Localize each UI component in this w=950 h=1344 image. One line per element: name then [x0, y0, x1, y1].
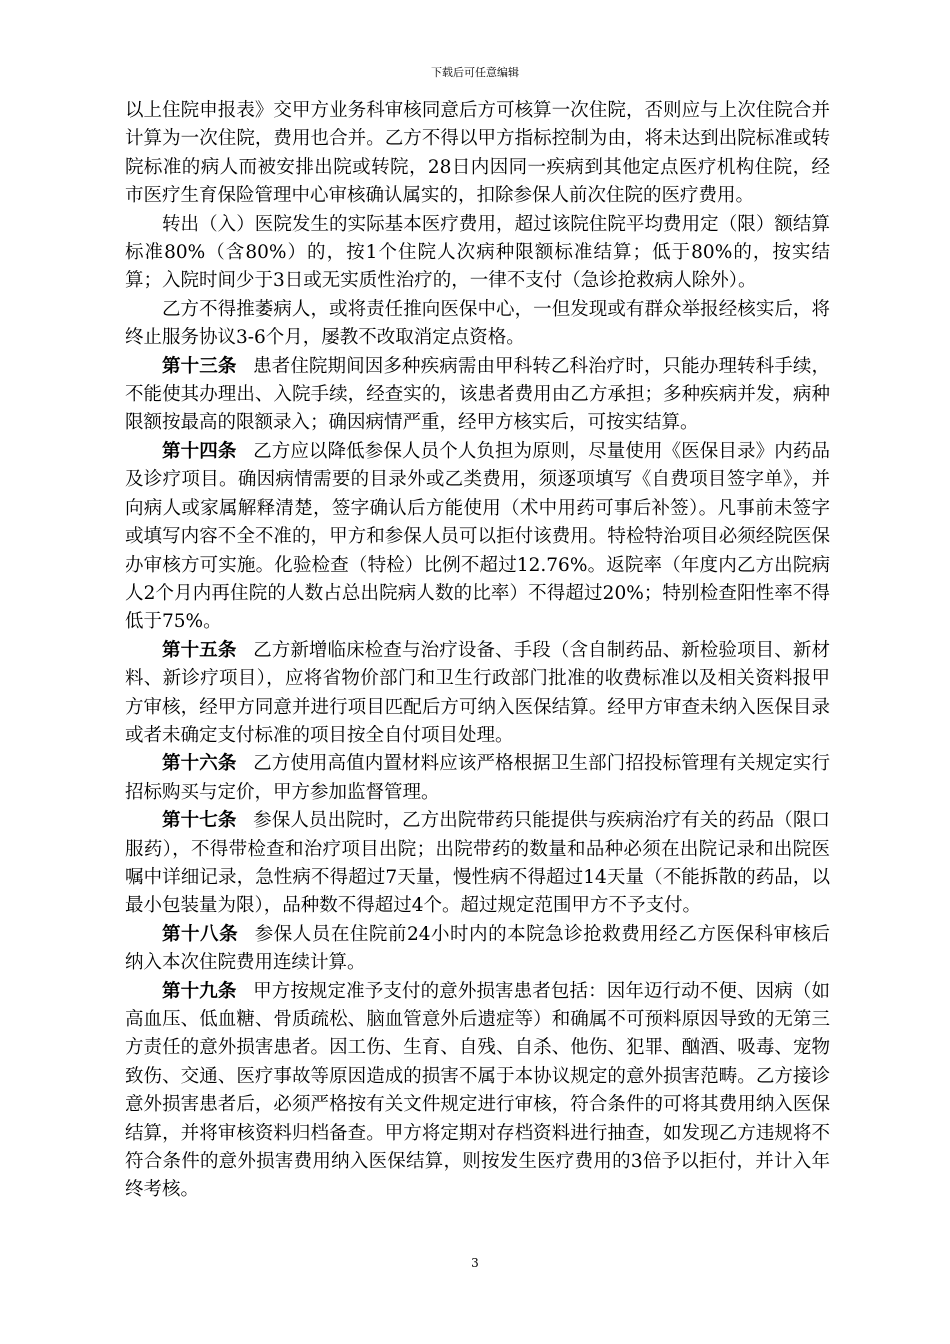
paragraph-text: 以上住院申报表》交甲方业务科审核同意后方可核算一次住院，否则应与上次住院合并计算为一次住院，费用也合并。乙方不得以甲方指标控制为由，将未达到出院标准或转院标准的病人而被安排出院或转院，28日内因同一疾病到其他定点医疗机构住院，经市医疗生育保险管理中心审核确认属实的，扣除参保人前次住院的医疗费用。	[125, 100, 830, 207]
article-text: 乙方新增临床检查与治疗设备、手段（含自制药品、新检验项目、新材料、新诊疗项目），应将省物价部门和卫生行政部门批准的收费标准以及相关资料报甲方审核，经甲方同意并进行项目匹配后方可纳入医保结算。经甲方审查未纳入医保目录或者未确定支付标准的项目按全自付项目处理。	[125, 639, 830, 746]
article-text: 参保人员出院时，乙方出院带药只能提供与疾病治疗有关的药品（限口服药），不得带检查和治疗项目出院；出院带药的数量和品种必须在出院记录和出院医嘱中详细记录，急性病不得超过7天量，慢性病不得超过14天量（不能拆散的药品，以最小包装量为限），品种数不得超过4个。超过规定范围甲方不予支付。	[125, 810, 830, 917]
article-18	[125, 921, 830, 978]
article-number: 第十四条	[162, 440, 237, 462]
article-text: 参保人员在住院前24小时内的本院急诊抢救费用经乙方医保科审核后纳入本次住院费用连续计算。	[125, 923, 830, 974]
article-14	[125, 438, 830, 637]
article-15	[125, 637, 830, 751]
article-text: 乙方应以降低参保人员个人负担为原则，尽量使用《医保目录》内药品及诊疗项目。确因病情需要的目录外或乙类费用，须逐项填写《自费项目签字单》，并向病人或家属解释清楚，签字确认后方能使用（术中用药可事后补签）。凡事前未签字或填写内容不全不准的，甲方和参保人员可以拒付该费用。特检特治项目必须经院医保办审核方可实施。化验检查（特检）比例不超过12.76%。返院率（年度内乙方出院病人2个月内再住院的人数占总出院病人数的比率）不得超过20%；特别检查阳性率不得低于75%。	[125, 440, 830, 633]
paragraph-2	[125, 211, 830, 296]
article-19	[125, 978, 830, 1205]
article-text: 患者住院期间因多种疾病需由甲科转乙科治疗时，只能办理转科手续，不能使其办理出、入院手续，经查实的，该患者费用由乙方承担；多种疾病并发，病种限额按最高的限额录入；确因病情严重，经甲方核实后，可按实结算。	[125, 355, 830, 434]
article-text: 乙方使用高值内置材料应该严格根据卫生部门招投标管理有关规定实行招标购买与定价，甲方参加监督管理。	[125, 753, 830, 803]
paragraph-1	[125, 97, 830, 211]
paragraph-text: 转出（入）医院发生的实际基本医疗费用，超过该院住院平均费用定（限）额结算标准80%（含80%）的，按1个住院人次病种限额标准结算；低于80%的，按实结算；入院时间少于3日或无实质性治疗的，一律不支付（急诊抢救病人除外）。	[125, 213, 830, 292]
article-number: 第十九条	[162, 980, 237, 1002]
page-header: 下载后可任意编辑	[431, 66, 519, 79]
page-number: 3	[471, 1256, 479, 1270]
article-17	[125, 807, 830, 921]
paragraph-3	[125, 296, 830, 353]
article-13	[125, 353, 830, 438]
paragraph-text: 乙方不得推萎病人，或将责任推向医保中心，一但发现或有群众举报经核实后，将终止服务协议3-6个月，屡教不改取消定点资格。	[125, 298, 830, 349]
article-text: 甲方按规定准予支付的意外损害患者包括：因年迈行动不便、因病（如高血压、低血糖、骨质疏松、脑血管意外后遗症等）和确属不可预料原因导致的无第三方责任的意外损害患者。因工伤、生育、自残、自杀、他伤、犯罪、酗酒、吸毒、宠物致伤、交通、医疗事故等原因造成的损害不属于本协议规定的意外损害范畴。乙方接诊意外损害患者后，必须严格按有关文件规定进行审核，符合条件的可将其费用纳入医保结算，并将审核资料归档备查。甲方将定期对存档资料进行抽查，如发现乙方违规将不符合条件的意外损害费用纳入医保结算，则按发生医疗费用的3倍予以拒付，并计入年终考核。	[125, 980, 830, 1201]
article-16	[125, 750, 830, 807]
article-number: 第十六条	[162, 753, 237, 775]
article-number: 第十七条	[162, 810, 237, 832]
article-number: 第十三条	[162, 355, 237, 377]
document-body	[125, 97, 830, 1205]
article-number: 第十八条	[162, 923, 239, 945]
article-number: 第十五条	[162, 639, 237, 661]
